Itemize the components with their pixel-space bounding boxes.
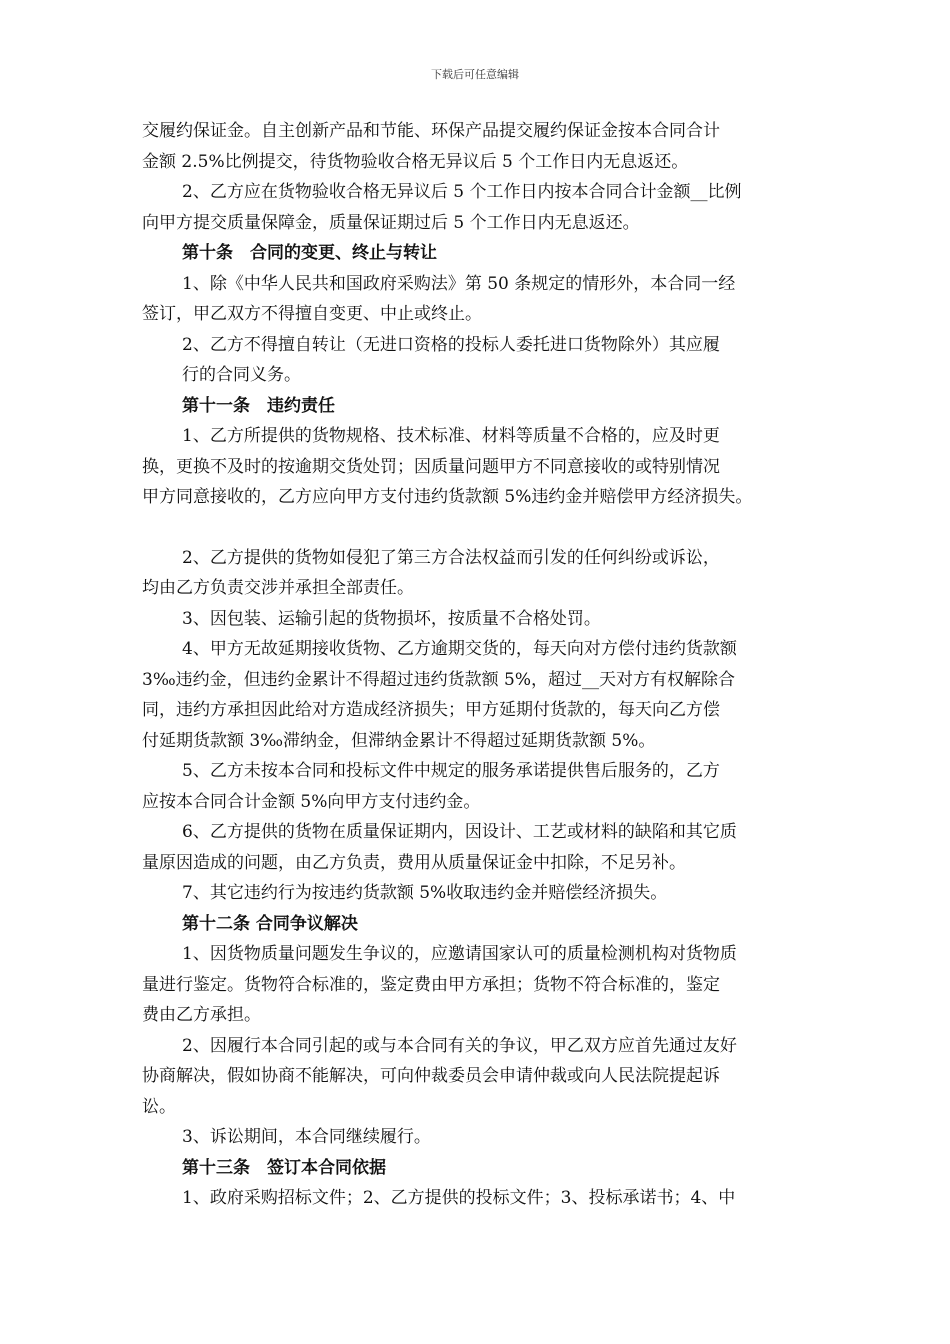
text-line: 5、乙方未按本合同和投标文件中规定的服务承诺提供售后服务的，乙方 [182,761,720,781]
text-line: 均由乙方负责交涉并承担全部责任。 [142,578,414,598]
text-line: 费由乙方承担。 [142,1005,261,1025]
text-line: 付延期货款额 3‰滞纳金，但滞纳金累计不得超过延期货款额 5%。 [142,730,656,751]
section-heading: 第十二条 合同争议解决 [182,913,358,934]
text-line: 4、甲方无故延期接收货物、乙方逾期交货的，每天向对方偿付违约货款额 [182,639,737,659]
text-line: 3‰违约金，但违约金累计不得超过违约货款额 5%，超过__天对方有权解除合 [142,669,735,690]
text-line: 应按本合同合计金额 5%向甲方支付违约金。 [142,791,481,812]
text-line: 行的合同义务。 [182,365,301,385]
text-line: 讼。 [142,1096,176,1117]
text-line: 2、乙方应在货物验收合格无异议后 5 个工作日内按本合同合计金额__比例 [182,182,742,202]
text-line: 7、其它违约行为按违约货款额 5%收取违约金并赔偿经济损失。 [182,883,668,903]
document-body [142,116,822,1214]
text-line: 金额 2.5%比例提交，待货物验收合格无异议后 5 个工作日内无息返还。 [142,151,689,172]
text-line: 交履约保证金。自主创新产品和节能、环保产品提交履约保证金按本合同合计 [142,121,720,141]
text-line: 量进行鉴定。货物符合标准的，鉴定费由甲方承担；货物不符合标准的，鉴定 [142,974,720,995]
text-line: 1、政府采购招标文件；2、乙方提供的投标文件；3、投标承诺书；4、中 [182,1188,736,1208]
section-heading: 第十条 合同的变更、终止与转让 [182,243,437,263]
text-line: 2、乙方提供的货物如侵犯了第三方合法权益而引发的任何纠纷或诉讼， [182,547,720,568]
text-line: 协商解决，假如协商不能解决，可向仲裁委员会申请仲裁或向人民法院提起诉 [142,1066,720,1086]
section-heading: 第十三条 签订本合同依据 [182,1157,386,1178]
text-line: 6、乙方提供的货物在质量保证期内，因设计、工艺或材料的缺陷和其它质 [182,822,737,842]
text-line: 1、乙方所提供的货物规格、技术标准、材料等质量不合格的，应及时更 [182,426,720,446]
text-line: 1、因货物质量问题发生争议的，应邀请国家认可的质量检测机构对货物质 [182,944,737,964]
text-line: 同，违约方承担因此给对方造成经济损失；甲方延期付货款的，每天向乙方偿 [142,700,720,720]
text-line: 3、诉讼期间，本合同继续履行。 [182,1127,431,1147]
text-line: 2、因履行本合同引起的或与本合同有关的争议，甲乙双方应首先通过友好 [182,1035,737,1056]
text-line: 3、因包装、运输引起的货物损坏，按质量不合格处罚。 [182,608,601,629]
text-line: 2、乙方不得擅自转让（无进口资格的投标人委托进口货物除外）其应履 [182,334,720,355]
text-line: 量原因造成的问题，由乙方负责，费用从质量保证金中扣除，不足另补。 [142,852,686,873]
text-line: 甲方同意接收的，乙方应向甲方支付违约货款额 5%违约金并赔偿甲方经济损失。 [142,487,753,507]
text-line: 签订，甲乙双方不得擅自变更、中止或终止。 [142,304,482,324]
page-header: 下载后可任意编辑 [431,68,519,81]
text-line: 向甲方提交质量保障金，质量保证期过后 5 个工作日内无息返还。 [142,212,640,233]
blank-line [142,513,822,543]
text-line: 1、除《中华人民共和国政府采购法》第 50 条规定的情形外，本合同一经 [182,273,736,294]
section-heading: 第十一条 违约责任 [182,395,335,416]
text-line: 换，更换不及时的按逾期交货处罚；因质量问题甲方不同意接收的或特别情况 [142,456,720,477]
